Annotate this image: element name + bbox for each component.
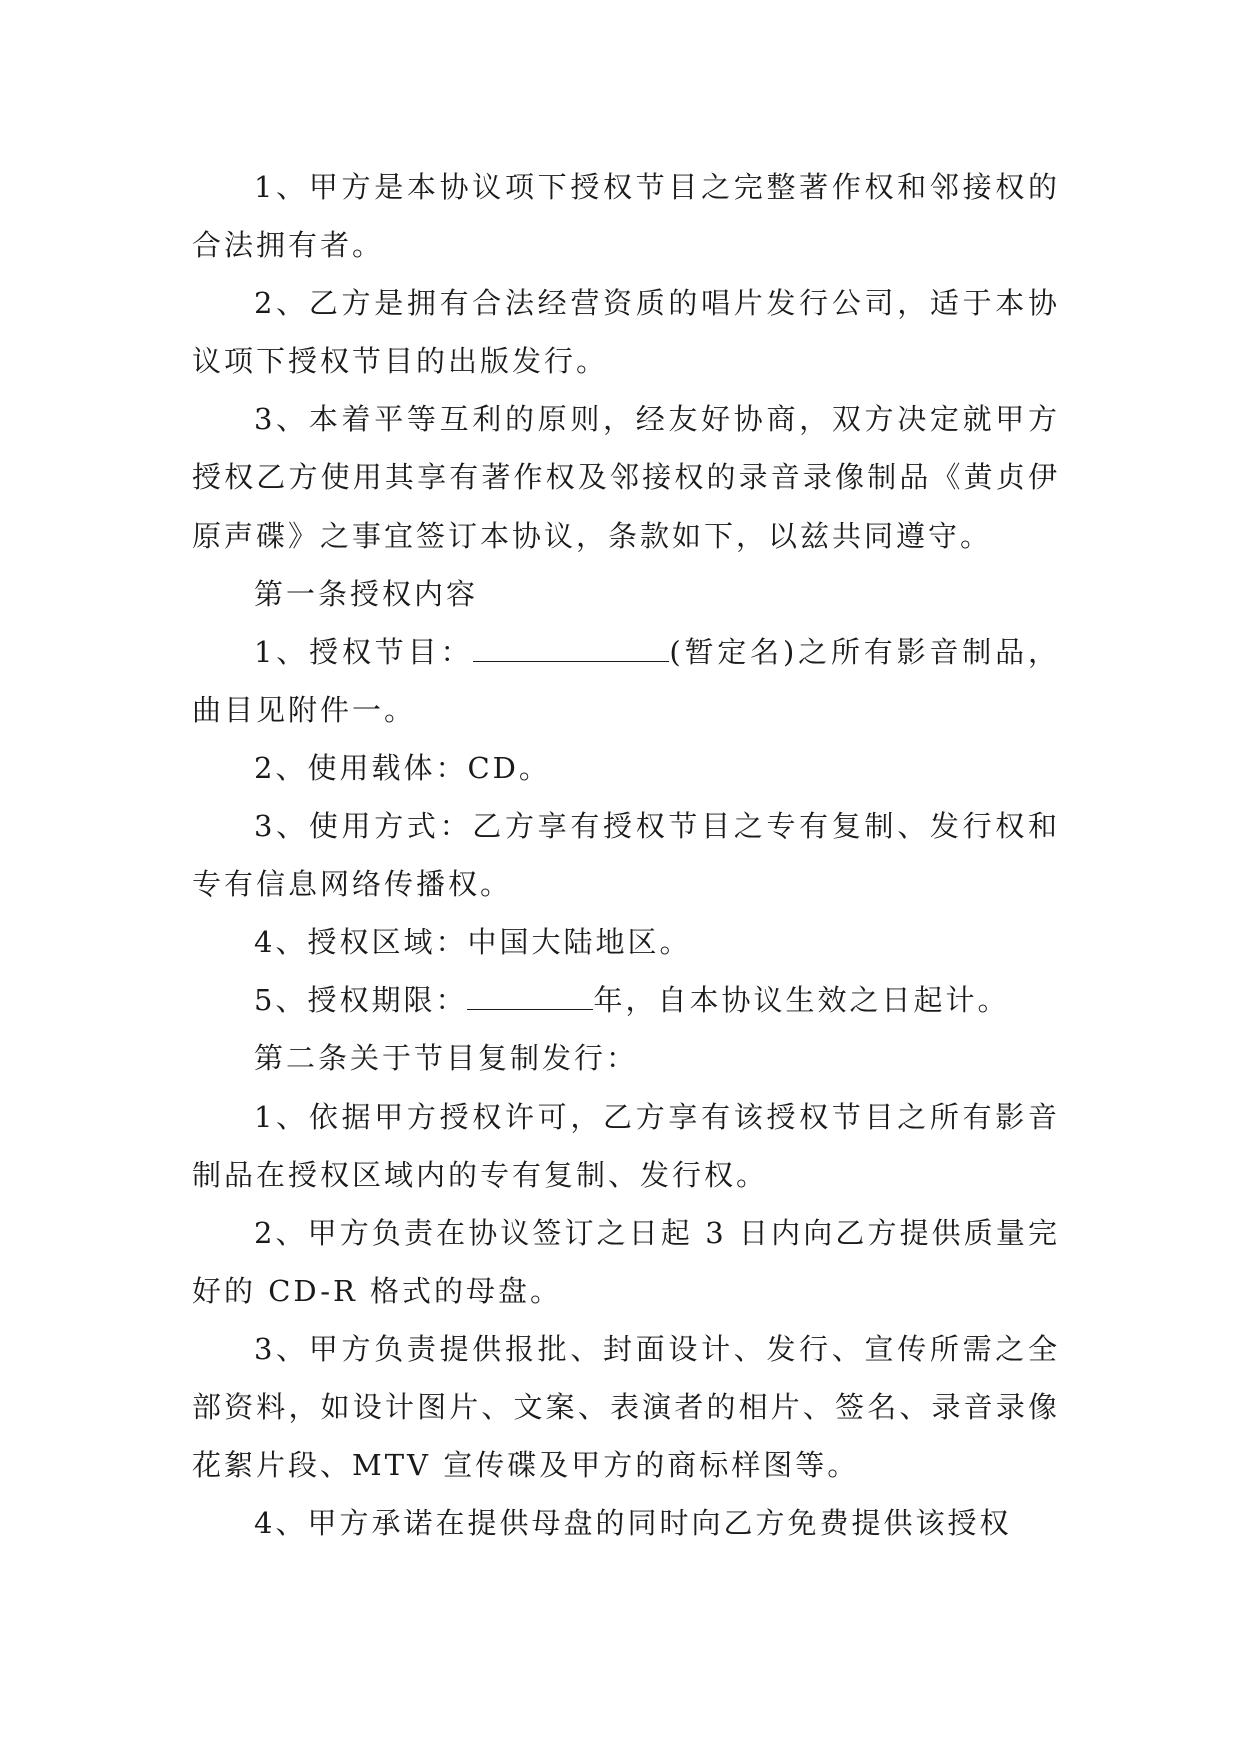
clause-1-rights-holder: 1、甲方是本协议项下授权节目之完整著作权和邻接权的合法拥有者。 [192,170,1060,263]
article-2-item-3: 3、甲方负责提供报批、封面设计、发行、宣传所需之全部资料，如设计图片、文案、表演者的相片、签名、录音录像花絮片段、MTV 宣传碟及甲方的商标样图等。 [192,1331,1060,1483]
article-1-item-3-usage: 3、使用方式：乙方享有授权节目之专有复制、发行权和专有信息网络传播权。 [192,809,1060,902]
program-tail: (暂定名)之所有影音制品，曲目见附件一。 [192,634,1060,727]
clause-2-publisher: 2、乙方是拥有合法经营资质的唱片发行公司，适于本协议项下授权节目的出版发行。 [192,286,1060,379]
article-1-heading: 第一条授权内容 [254,576,479,611]
program-label: 1、授权节目： [254,634,474,669]
article-2-item-4: 4、甲方承诺在提供母盘的同时向乙方免费提供该授权 [254,1506,1012,1541]
article-2-item-2: 2、甲方负责在协议签订之日起 3 日内向乙方提供质量完好的 CD-R 格式的母盘。 [192,1215,1060,1308]
article-2-item-1: 1、依据甲方授权许可，乙方享有该授权节目之所有影音制品在授权区域内的专有复制、发行权。 [192,1099,1060,1192]
term-years-blank [467,983,593,1010]
term-label: 5、授权期限： [254,983,468,1018]
article-1-item-4-region: 4、授权区域：中国大陆地区。 [254,925,692,960]
term-tail: 年，自本协议生效之日起计。 [593,983,1010,1018]
document-body [192,158,1060,1552]
clause-3-preamble: 3、本着平等互利的原则，经友好协商，双方决定就甲方授权乙方使用其享有著作权及邻接权的录音录像制品《黄贞伊原声碟》之事宜签订本协议，条款如下，以兹共同遵守。 [192,402,1060,553]
program-name-blank [473,635,669,662]
article-2-heading: 第二条关于节目复制发行： [254,1041,639,1076]
article-1-item-1-program [192,623,1060,739]
article-1-item-5-term [192,971,1060,1029]
article-1-item-2-carrier: 2、使用载体：CD。 [254,750,551,785]
